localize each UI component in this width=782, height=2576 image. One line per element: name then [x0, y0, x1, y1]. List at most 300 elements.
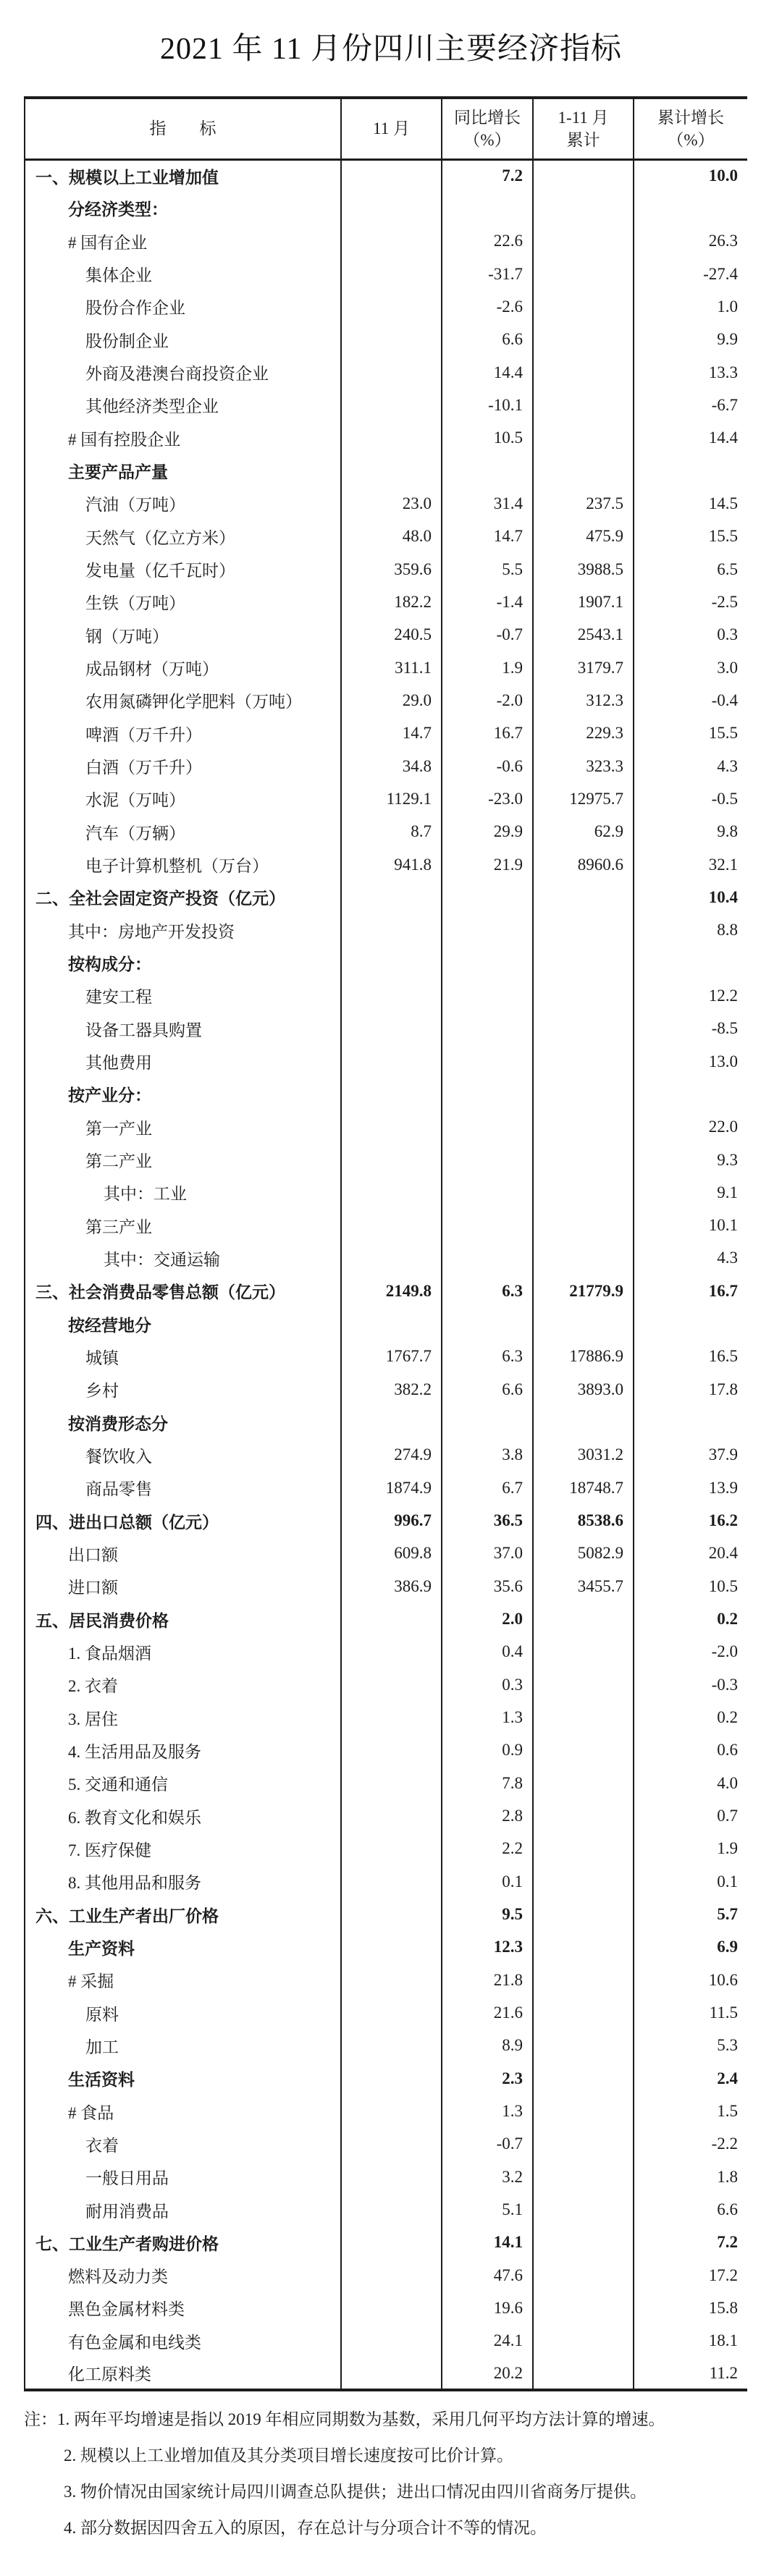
value-november: 996.7: [341, 1504, 442, 1537]
table-row: [25, 1144, 747, 1176]
indicator-label: 按构成分：: [25, 947, 341, 979]
value-november: [341, 1734, 442, 1767]
table-row: [25, 2193, 747, 2226]
value-cumulative-growth: 10.1: [708, 1216, 738, 1235]
value-cumulative: [533, 2062, 634, 2095]
value-cumulative-growth: 9.3: [717, 1150, 738, 1169]
table-row: [25, 258, 747, 290]
table-row: [25, 1701, 747, 1733]
value-cumulative-growth: 1.5: [717, 2102, 738, 2121]
value-cumulative: 3031.2: [533, 1439, 634, 1471]
value-cumulative: [533, 225, 634, 258]
value-november: [341, 1636, 442, 1668]
value-cumulative: 3455.7: [533, 1570, 634, 1602]
indicator-label: 第二产业: [25, 1144, 341, 1176]
value-cumulative-growth: 9.8: [717, 822, 738, 841]
indicator-label: 其他经济类型企业: [25, 389, 341, 421]
value-november: 941.8: [341, 848, 442, 881]
indicator-label: 集体企业: [25, 258, 341, 290]
indicator-label: 三、社会消费品零售总额（亿元）: [25, 1275, 341, 1307]
value-cumulative: 3893.0: [533, 1373, 634, 1406]
table-row: [25, 1275, 747, 1307]
indicator-label: 一、规模以上工业增加值: [25, 159, 341, 192]
indicator-label: 按产业分：: [25, 1078, 341, 1110]
value-yoy-growth: [442, 1307, 533, 1340]
value-cumulative-growth: 1.9: [717, 1839, 738, 1858]
value-november: [341, 2062, 442, 2095]
footnote: 4. 部分数据因四舍五入的原因，存在总计与分项合计不等的情况。: [64, 2519, 547, 2537]
value-yoy-growth: 2.8: [442, 1799, 533, 1832]
value-cumulative-growth: 15.5: [708, 724, 738, 743]
value-cumulative: [533, 2193, 634, 2226]
table-row: [25, 1111, 747, 1144]
value-yoy-growth: 5.5: [442, 553, 533, 586]
value-yoy-growth: 21.9: [442, 848, 533, 881]
value-cumulative: 21779.9: [533, 1275, 634, 1307]
value-cumulative: 229.3: [533, 717, 634, 750]
value-yoy-growth: 5.1: [442, 2193, 533, 2226]
value-cumulative-growth: 37.9: [708, 1445, 738, 1464]
value-cumulative: [533, 1898, 634, 1930]
table-row: [25, 619, 747, 651]
value-cumulative-growth: 17.8: [708, 1380, 738, 1398]
value-yoy-growth: [442, 1144, 533, 1176]
table-row: [25, 1340, 747, 1373]
value-november: 311.1: [341, 651, 442, 684]
value-cumulative-growth: 18.1: [708, 2331, 738, 2350]
value-cumulative: [533, 1242, 634, 1275]
value-november: [341, 1307, 442, 1340]
indicator-label: 原料: [25, 1996, 341, 2029]
indicator-label: 白酒（万千升）: [25, 750, 341, 782]
value-cumulative-growth: 5.7: [717, 1905, 738, 1924]
value-cumulative-growth: 0.1: [717, 1872, 738, 1891]
value-cumulative: [533, 1111, 634, 1144]
table-row: [25, 848, 747, 881]
header-cumulative-line2: 累计: [566, 130, 600, 149]
value-cumulative: [533, 1078, 634, 1110]
table-row: [25, 356, 747, 389]
value-cumulative-growth: 13.3: [708, 363, 738, 381]
table-row: [25, 1799, 747, 1832]
indicators-table-wrap: [24, 96, 747, 2391]
table-row: [25, 1767, 747, 1799]
value-cumulative: [533, 356, 634, 389]
value-cumulative-growth: -8.5: [711, 1019, 738, 1038]
value-yoy-growth: 6.6: [442, 324, 533, 356]
indicator-label: 发电量（亿千瓦时）: [25, 553, 341, 586]
indicator-label: 按消费形态分: [25, 1406, 341, 1438]
value-cumulative: [533, 1931, 634, 1964]
value-november: [341, 1013, 442, 1045]
value-yoy-growth: [442, 1078, 533, 1110]
value-november: 23.0: [341, 487, 442, 520]
value-yoy-growth: 47.6: [442, 2259, 533, 2292]
indicator-label: 成品钢材（万吨）: [25, 651, 341, 684]
indicator-label: 生产资料: [25, 1931, 341, 1964]
indicator-label: 进口额: [25, 1570, 341, 1602]
table-row: [25, 1242, 747, 1275]
indicator-label: 其中：工业: [25, 1176, 341, 1209]
table-row: [25, 520, 747, 553]
value-cumulative: [533, 881, 634, 913]
indicator-label: # 采掘: [25, 1964, 341, 1996]
value-cumulative: 12975.7: [533, 782, 634, 815]
indicator-label: 2. 衣着: [25, 1668, 341, 1701]
value-november: [341, 1406, 442, 1438]
indicator-label: 加工: [25, 2030, 341, 2062]
value-yoy-growth: -23.0: [442, 782, 533, 815]
value-cumulative: [533, 2325, 634, 2357]
value-yoy-growth: 14.7: [442, 520, 533, 553]
indicator-label: 六、工业生产者出厂价格: [25, 1898, 341, 1930]
table-row: [25, 2325, 747, 2357]
value-yoy-growth: 21.6: [442, 1996, 533, 2029]
header-yoy-growth: [442, 98, 533, 159]
value-cumulative-growth: 7.2: [717, 2233, 738, 2252]
value-november: [341, 455, 442, 487]
value-cumulative: 323.3: [533, 750, 634, 782]
table-row: [25, 651, 747, 684]
table-row: [25, 1602, 747, 1635]
table-row: [25, 717, 747, 750]
value-cumulative: [533, 2259, 634, 2292]
value-cumulative-growth: 3.0: [717, 658, 738, 677]
value-yoy-growth: -0.7: [442, 619, 533, 651]
indicator-label: 其他费用: [25, 1045, 341, 1078]
value-yoy-growth: 8.9: [442, 2030, 533, 2062]
value-yoy-growth: -31.7: [442, 258, 533, 290]
value-november: 2149.8: [341, 1275, 442, 1307]
value-cumulative-growth: 0.2: [717, 1708, 738, 1727]
value-november: 359.6: [341, 553, 442, 586]
table-row: [25, 2095, 747, 2127]
table-row: [25, 782, 747, 815]
value-cumulative-growth: 8.8: [717, 921, 738, 939]
value-cumulative: 5082.9: [533, 1537, 634, 1570]
table-row: [25, 324, 747, 356]
value-cumulative: [533, 1045, 634, 1078]
value-cumulative-growth: 2.4: [717, 2069, 738, 2087]
header-row: [25, 98, 747, 159]
value-yoy-growth: 24.1: [442, 2325, 533, 2357]
value-yoy-growth: 1.9: [442, 651, 533, 684]
value-cumulative-growth: 14.5: [708, 494, 738, 512]
value-cumulative-growth: 1.8: [717, 2167, 738, 2186]
value-november: [341, 2259, 442, 2292]
value-november: [341, 1865, 442, 1898]
indicator-label: 四、进出口总额（亿元）: [25, 1504, 341, 1537]
value-yoy-growth: 6.3: [442, 1340, 533, 1373]
table-row: [25, 389, 747, 421]
value-cumulative: [533, 290, 634, 323]
value-yoy-growth: 20.2: [442, 2357, 533, 2390]
value-cumulative: [533, 2030, 634, 2062]
value-cumulative: 3179.7: [533, 651, 634, 684]
value-november: [341, 2030, 442, 2062]
indicator-label: 8. 其他用品和服务: [25, 1865, 341, 1898]
table-row: [25, 1373, 747, 1406]
table-row: [25, 586, 747, 618]
value-cumulative-growth: 10.4: [708, 887, 738, 906]
value-cumulative-growth: 13.9: [708, 1478, 738, 1497]
value-november: [341, 914, 442, 947]
header-cumulative-growth: [634, 98, 747, 159]
value-november: [341, 1078, 442, 1110]
value-yoy-growth: -2.6: [442, 290, 533, 323]
value-yoy-growth: 2.2: [442, 1833, 533, 1865]
value-yoy-growth: -0.6: [442, 750, 533, 782]
table-row: [25, 225, 747, 258]
value-november: [341, 1111, 442, 1144]
value-november: 386.9: [341, 1570, 442, 1602]
indicator-label: 股份合作企业: [25, 290, 341, 323]
value-cumulative-growth: 9.1: [717, 1183, 738, 1202]
value-november: [341, 881, 442, 913]
table-row: [25, 914, 747, 947]
value-yoy-growth: 35.6: [442, 1570, 533, 1602]
table-row: [25, 1504, 747, 1537]
value-yoy-growth: [442, 192, 533, 224]
value-cumulative: 475.9: [533, 520, 634, 553]
value-cumulative-growth: 16.5: [708, 1347, 738, 1366]
value-yoy-growth: 3.8: [442, 1439, 533, 1471]
table-row: [25, 1307, 747, 1340]
indicator-label: 农用氮磷钾化学肥料（万吨）: [25, 684, 341, 717]
indicator-label: 二、全社会固定资产投资（亿元）: [25, 881, 341, 913]
value-yoy-growth: 1.3: [442, 1701, 533, 1733]
table-row: [25, 1668, 747, 1701]
indicator-label: 5. 交通和通信: [25, 1767, 341, 1799]
value-cumulative-growth: 6.6: [717, 2200, 738, 2218]
indicator-label: 4. 生活用品及服务: [25, 1734, 341, 1767]
table-row: [25, 1176, 747, 1209]
value-cumulative: [533, 1996, 634, 2029]
value-november: [341, 290, 442, 323]
table-row: [25, 2259, 747, 2292]
value-cumulative: 237.5: [533, 487, 634, 520]
value-cumulative: [533, 159, 634, 192]
value-november: [341, 159, 442, 192]
value-yoy-growth: -1.4: [442, 586, 533, 618]
value-yoy-growth: 0.9: [442, 1734, 533, 1767]
value-cumulative: [533, 947, 634, 979]
indicator-label: 乡村: [25, 1373, 341, 1406]
value-yoy-growth: 29.9: [442, 816, 533, 848]
header-indicator-label: 指 标: [149, 119, 216, 138]
value-november: 274.9: [341, 1439, 442, 1471]
value-cumulative: [533, 2357, 634, 2390]
value-cumulative-growth: [634, 1078, 747, 1110]
value-november: 14.7: [341, 717, 442, 750]
value-cumulative-growth: 20.4: [708, 1544, 738, 1563]
value-yoy-growth: [442, 455, 533, 487]
value-yoy-growth: -2.0: [442, 684, 533, 717]
indicator-label: # 国有控股企业: [25, 422, 341, 455]
value-november: [341, 422, 442, 455]
value-yoy-growth: 16.7: [442, 717, 533, 750]
table-row: [25, 2292, 747, 2324]
value-yoy-growth: [442, 1406, 533, 1438]
footnotes: [24, 2402, 762, 2546]
indicator-label: 汽油（万吨）: [25, 487, 341, 520]
value-yoy-growth: 1.3: [442, 2095, 533, 2127]
indicator-label: 分经济类型：: [25, 192, 341, 224]
value-yoy-growth: [442, 1242, 533, 1275]
value-november: [341, 2193, 442, 2226]
indicator-label: # 国有企业: [25, 225, 341, 258]
value-cumulative-growth: 16.7: [708, 1281, 738, 1300]
value-cumulative: [533, 1209, 634, 1242]
indicator-label: 生活资料: [25, 2062, 341, 2095]
indicator-label: 耐用消费品: [25, 2193, 341, 2226]
header-indicator: [25, 98, 341, 159]
value-cumulative-growth: [634, 1307, 747, 1340]
value-yoy-growth: 22.6: [442, 225, 533, 258]
header-cumulative-growth-line1: 累计增长: [657, 108, 724, 127]
indicator-label: 1. 食品烟酒: [25, 1636, 341, 1668]
value-cumulative: [533, 1668, 634, 1701]
value-november: [341, 1045, 442, 1078]
value-november: [341, 2161, 442, 2193]
indicator-label: 第一产业: [25, 1111, 341, 1144]
indicator-label: 燃料及动力类: [25, 2259, 341, 2292]
value-yoy-growth: 7.8: [442, 1767, 533, 1799]
value-cumulative-growth: -0.3: [711, 1675, 738, 1694]
table-row: [25, 2161, 747, 2193]
value-cumulative: [533, 1799, 634, 1832]
value-november: [341, 2226, 442, 2259]
value-november: 1767.7: [341, 1340, 442, 1373]
indicator-label: 建安工程: [25, 979, 341, 1012]
table-row: [25, 192, 747, 224]
value-yoy-growth: 6.6: [442, 1373, 533, 1406]
value-cumulative-growth: 14.4: [708, 428, 738, 447]
value-november: [341, 1668, 442, 1701]
value-cumulative-growth: 15.8: [708, 2298, 738, 2317]
value-yoy-growth: [442, 979, 533, 1012]
value-cumulative-growth: 5.3: [717, 2036, 738, 2055]
value-cumulative: 3988.5: [533, 553, 634, 586]
page-title: 2021 年 11 月份四川主要经济指标: [160, 33, 622, 66]
value-november: [341, 2292, 442, 2324]
value-yoy-growth: 14.4: [442, 356, 533, 389]
value-november: [341, 324, 442, 356]
value-cumulative: [533, 389, 634, 421]
value-cumulative-growth: 11.2: [709, 2363, 738, 2382]
value-november: 8.7: [341, 816, 442, 848]
indicator-label: 水泥（万吨）: [25, 782, 341, 815]
value-november: [341, 1767, 442, 1799]
value-yoy-growth: 37.0: [442, 1537, 533, 1570]
value-november: [341, 356, 442, 389]
value-november: [341, 225, 442, 258]
value-yoy-growth: 31.4: [442, 487, 533, 520]
footnote: 2. 规模以上工业增加值及其分类项目增长速度按可比价计算。: [64, 2446, 513, 2465]
table-row: [25, 1013, 747, 1045]
value-cumulative-growth: -2.2: [711, 2134, 738, 2153]
header-november-label: 11 月: [373, 119, 410, 138]
value-november: [341, 1996, 442, 2029]
value-yoy-growth: 3.2: [442, 2161, 533, 2193]
indicator-label: 其中：交通运输: [25, 1242, 341, 1275]
table-row: [25, 2226, 747, 2259]
value-cumulative-growth: 0.2: [717, 1610, 738, 1629]
value-yoy-growth: 36.5: [442, 1504, 533, 1537]
table-row: [25, 816, 747, 848]
header-cumulative-line1: 1-11 月: [558, 108, 609, 127]
value-cumulative-growth: 9.9: [717, 330, 738, 349]
value-cumulative-growth: -2.0: [711, 1642, 738, 1661]
table-row: [25, 159, 747, 192]
table-row: [25, 1964, 747, 1996]
value-november: [341, 1964, 442, 1996]
table-body: [25, 159, 747, 2390]
value-cumulative-growth: 1.0: [717, 297, 738, 316]
indicator-label: 主要产品产量: [25, 455, 341, 487]
indicator-label: 汽车（万辆）: [25, 816, 341, 848]
header-yoy-line2: （%）: [463, 130, 511, 149]
value-november: [341, 1176, 442, 1209]
value-cumulative: [533, 324, 634, 356]
indicator-label: 7. 医疗保健: [25, 1833, 341, 1865]
table-row: [25, 553, 747, 586]
table-row: [25, 1471, 747, 1504]
indicator-label: 啤酒（万千升）: [25, 717, 341, 750]
value-cumulative-growth: -27.4: [703, 264, 738, 283]
header-november: [341, 98, 442, 159]
value-cumulative: 312.3: [533, 684, 634, 717]
value-cumulative-growth: 11.5: [709, 2003, 738, 2022]
table-row: [25, 1209, 747, 1242]
table-row: [25, 1996, 747, 2029]
table-row: [25, 1406, 747, 1438]
value-cumulative: 8538.6: [533, 1504, 634, 1537]
value-yoy-growth: [442, 947, 533, 979]
indicator-label: 钢（万吨）: [25, 619, 341, 651]
value-cumulative-growth: 0.7: [717, 1807, 738, 1825]
value-yoy-growth: 19.6: [442, 2292, 533, 2324]
indicators-table: [24, 96, 747, 2391]
value-cumulative-growth: 13.0: [708, 1052, 738, 1070]
value-cumulative: [533, 1701, 634, 1733]
value-november: [341, 1602, 442, 1635]
value-november: [341, 1209, 442, 1242]
value-cumulative: [533, 1734, 634, 1767]
value-november: [341, 2095, 442, 2127]
value-cumulative-growth: 10.0: [708, 166, 738, 185]
indicator-label: 七、工业生产者购进价格: [25, 2226, 341, 2259]
value-yoy-growth: [442, 1045, 533, 1078]
value-cumulative: 2543.1: [533, 619, 634, 651]
table-row: [25, 1570, 747, 1602]
value-cumulative: [533, 979, 634, 1012]
value-cumulative: [533, 1833, 634, 1865]
value-november: [341, 947, 442, 979]
indicator-label: 其中：房地产开发投资: [25, 914, 341, 947]
value-yoy-growth: -0.7: [442, 2128, 533, 2161]
value-cumulative: [533, 2292, 634, 2324]
table-row: [25, 422, 747, 455]
value-cumulative: [533, 1964, 634, 1996]
value-cumulative: [533, 2095, 634, 2127]
value-cumulative: [533, 1307, 634, 1340]
value-cumulative-growth: [634, 947, 747, 979]
table-row: [25, 881, 747, 913]
indicator-label: 商品零售: [25, 1471, 341, 1504]
value-november: [341, 1833, 442, 1865]
indicator-label: 天然气（亿立方米）: [25, 520, 341, 553]
